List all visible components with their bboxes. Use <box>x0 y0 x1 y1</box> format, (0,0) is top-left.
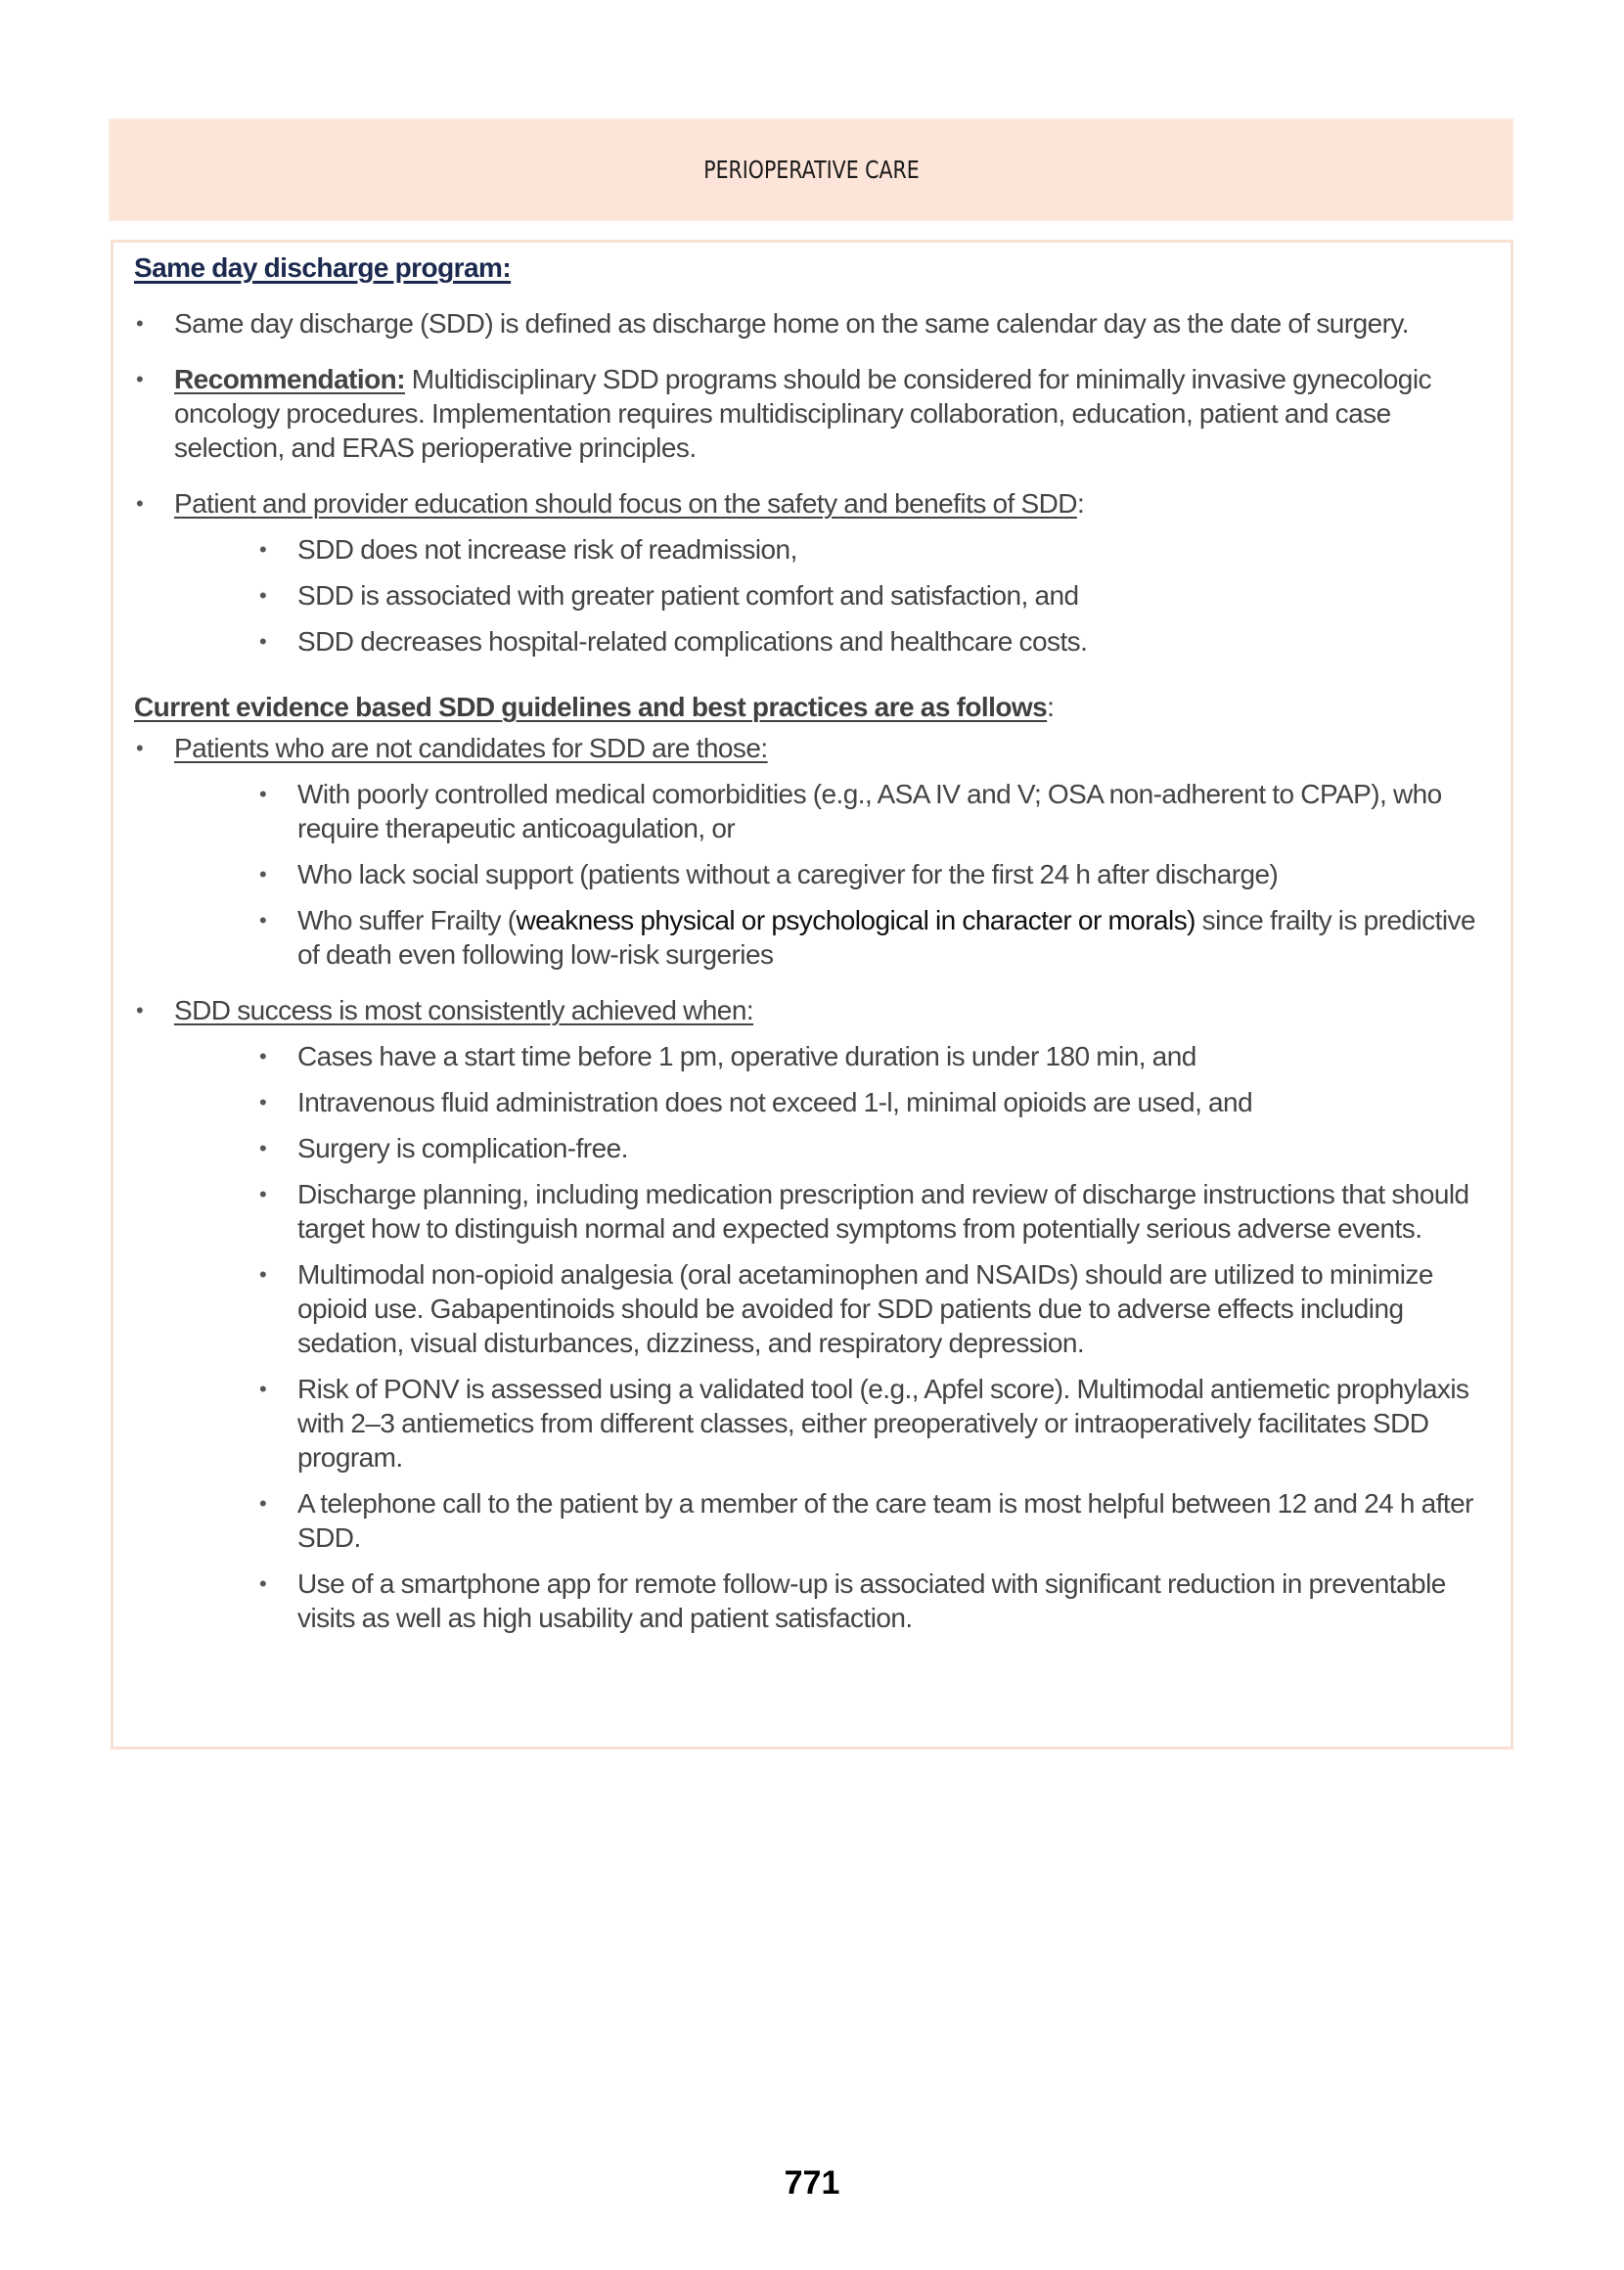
sub-item <box>174 1566 1494 1635</box>
bullet-icon: • <box>259 629 267 654</box>
sub-item-text: Use of a smartphone app for remote follow-up is associated with significant reduction in preventable visits as well as high usability and patient satisfaction. <box>297 1568 1446 1633</box>
section-header-band <box>111 120 1511 219</box>
bullet-icon: • <box>259 1136 267 1160</box>
guidelines-list <box>134 731 1494 1635</box>
heading-text: Current evidence based SDD guidelines and best practices are as follows <box>134 692 1048 722</box>
section-title: PERIOPERATIVE CARE <box>702 156 920 184</box>
item-text: Multidisciplinary SDD programs should be considered for minimally invasive gynecologic oncology procedures. Implementation requires multidisciplinary collaboration, education, patient and case selection, and ERAS perioperative principles. <box>174 364 1431 463</box>
content-body <box>134 250 1494 1635</box>
sub-item <box>174 578 1494 613</box>
heading-current-evidence <box>134 690 1494 724</box>
item-text: Patients who are not candidates for SDD are those: <box>174 733 768 763</box>
sub-item <box>174 857 1494 891</box>
sub-item-text: Risk of PONV is assessed using a validated tool (e.g., Apfel score). Multimodal antiemetic prophylaxis with 2–3 antiemetics from different classes, either preoperatively or intraoperatively facilitates SDD program. <box>297 1374 1469 1473</box>
bullet-icon: • <box>259 1090 267 1114</box>
recommendation-label: Recommendation: <box>174 364 405 394</box>
bullet-icon: • <box>259 782 267 806</box>
bullet-icon: • <box>136 736 144 760</box>
sub-item-text: SDD does not increase risk of readmission, <box>297 534 797 565</box>
sub-item-text: A telephone call to the patient by a member of the care team is most helpful between 12 and 24 h after SDD. <box>297 1488 1473 1553</box>
sub-item <box>174 1085 1494 1119</box>
bullet-icon: • <box>136 311 144 336</box>
bullet-icon: • <box>259 1377 267 1401</box>
sub-item <box>174 777 1494 845</box>
frailty-definition: weakness physical or psychological in character or morals) <box>516 905 1195 935</box>
list-item-success-factors <box>134 993 1494 1635</box>
bullet-icon: • <box>136 491 144 516</box>
bullet-icon: • <box>259 537 267 562</box>
item-text: SDD success is most consistently achieved when: <box>174 995 754 1025</box>
item-text: Same day discharge (SDD) is defined as discharge home on the same calendar day as the date of surgery. <box>174 308 1409 339</box>
sub-item-text: SDD is associated with greater patient comfort and satisfaction, and <box>297 580 1079 611</box>
bullet-icon: • <box>259 908 267 932</box>
non-candidates-sublist <box>174 777 1494 972</box>
sub-item <box>174 1039 1494 1073</box>
content-box <box>111 240 1513 1749</box>
sub-item <box>174 1486 1494 1555</box>
bullet-icon: • <box>136 998 144 1022</box>
bullet-icon: • <box>259 1182 267 1206</box>
sub-item-text: Discharge planning, including medication prescription and review of discharge instructions that should target how to distinguish normal and expected symptoms from potentially serious adverse events. <box>297 1179 1469 1244</box>
sub-item <box>174 1257 1494 1360</box>
list-item-education <box>134 486 1494 658</box>
sdd-overview-list <box>134 306 1494 658</box>
sub-item-frailty <box>174 903 1494 972</box>
item-text: Patient and provider education should focus on the safety and benefits of SDD <box>174 488 1077 519</box>
page-number: 771 <box>784 2164 840 2202</box>
sub-item-text: SDD decreases hospital-related complications and healthcare costs. <box>297 626 1088 657</box>
sub-item <box>174 1372 1494 1475</box>
bullet-icon: • <box>259 1571 267 1596</box>
sub-item <box>174 624 1494 658</box>
success-factors-sublist <box>174 1039 1494 1635</box>
bullet-icon: • <box>259 1044 267 1068</box>
bullet-icon: • <box>259 583 267 608</box>
list-item-recommendation <box>134 362 1494 465</box>
sub-item-text: Surgery is complication-free. <box>297 1133 628 1163</box>
heading-same-day-discharge: Same day discharge program: <box>134 252 512 283</box>
sub-item-text: Cases have a start time before 1 pm, operative duration is under 180 min, and <box>297 1041 1196 1071</box>
sub-item-text: Multimodal non-opioid analgesia (oral acetaminophen and NSAIDs) should are utilized to minimize opioid use. Gabapentinoids should be avoided for SDD patients due to adverse effects including sedation, visual disturbances, dizziness, and respiratory depression. <box>297 1259 1433 1358</box>
education-sublist <box>174 532 1494 658</box>
bullet-icon: • <box>259 862 267 886</box>
sub-item-text: Who lack social support (patients without a caregiver for the first 24 h after discharge) <box>297 859 1279 889</box>
sub-item <box>174 1131 1494 1165</box>
list-item-non-candidates <box>134 731 1494 972</box>
sub-item-text: Intravenous fluid administration does not exceed 1-l, minimal opioids are used, and <box>297 1087 1253 1117</box>
sub-item-text: With poorly controlled medical comorbidities (e.g., ASA IV and V; OSA non-adherent to CPAP), who require therapeutic anticoagulation, or <box>297 779 1442 843</box>
sub-item <box>174 532 1494 567</box>
bullet-icon: • <box>136 367 144 391</box>
item-suffix: : <box>1076 488 1085 519</box>
bullet-icon: • <box>259 1262 267 1287</box>
sub-item <box>174 1177 1494 1246</box>
list-item-sdd-definition <box>134 306 1494 340</box>
bullet-icon: • <box>259 1491 267 1516</box>
heading-suffix: : <box>1047 692 1055 722</box>
frailty-prefix: Who suffer Frailty ( <box>297 905 517 935</box>
frailty-suffix: since frailty is predictive of death even following low-risk surgeries <box>297 905 1475 970</box>
